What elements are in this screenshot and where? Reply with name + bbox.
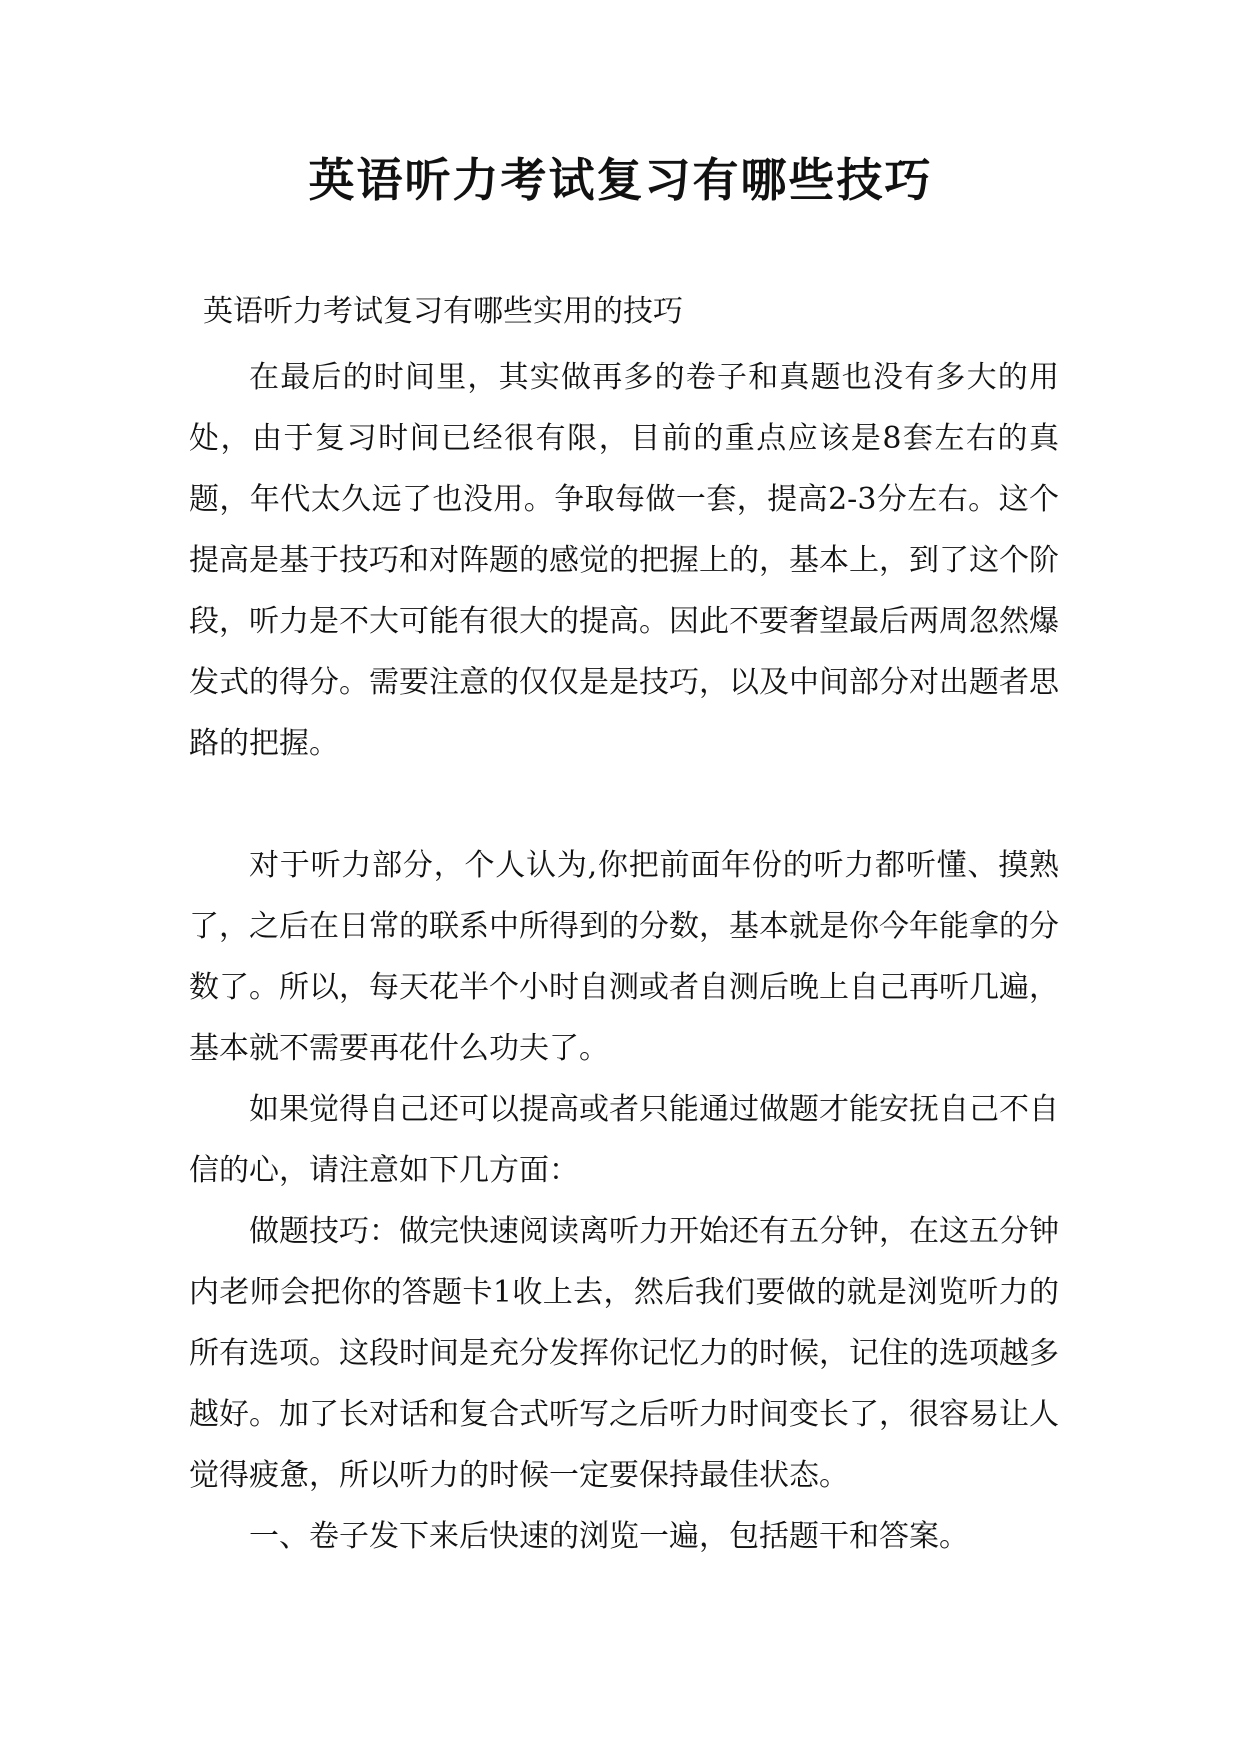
document-subtitle: 英语听力考试复习有哪些实用的技巧	[203, 294, 683, 329]
paragraph-3: 如果觉得自己还可以提高或者只能通过做题才能安抚自己不自信的心，请注意如下几方面：	[189, 1092, 1059, 1188]
page-title: 英语听力考试复习有哪些技巧	[308, 153, 933, 207]
paragraph-4: 做题技巧：做完快速阅读离听力开始还有五分钟，在这五分钟内老师会把你的答题卡1收上去，然后我们要做的就是浏览听力的所有选项。这段时间是充分发挥你记忆力的时候，记住的选项越多越好。加了长对话和复合式听写之后听力时间变长了，很容易让人觉得疲惫，所以听力的时候一定要保持最佳状态。	[189, 1214, 1059, 1493]
document-body	[189, 347, 1059, 1567]
paragraph-5: 一、卷子发下来后快速的浏览一遍，包括题干和答案。	[249, 1519, 969, 1554]
paragraph-spacer	[189, 774, 1059, 835]
paragraph-2: 对于听力部分，个人认为,你把前面年份的听力都听懂、摸熟了，之后在日常的联系中所得到的分数，基本就是你今年能拿的分数了。所以，每天花半个小时自测或者自测后晚上自己再听几遍，基本就不需要再花什么功夫了。	[189, 848, 1059, 1066]
paragraph-1: 在最后的时间里，其实做再多的卷子和真题也没有多大的用处，由于复习时间已经很有限，目前的重点应该是8套左右的真题，年代太久远了也没用。争取每做一套，提高2-3分左右。这个提高是基于技巧和对阵题的感觉的把握上的，基本上，到了这个阶段，听力是不大可能有很大的提高。因此不要奢望最后两周忽然爆发式的得分。需要注意的仅仅是是技巧，以及中间部分对出题者思路的把握。	[189, 360, 1059, 761]
